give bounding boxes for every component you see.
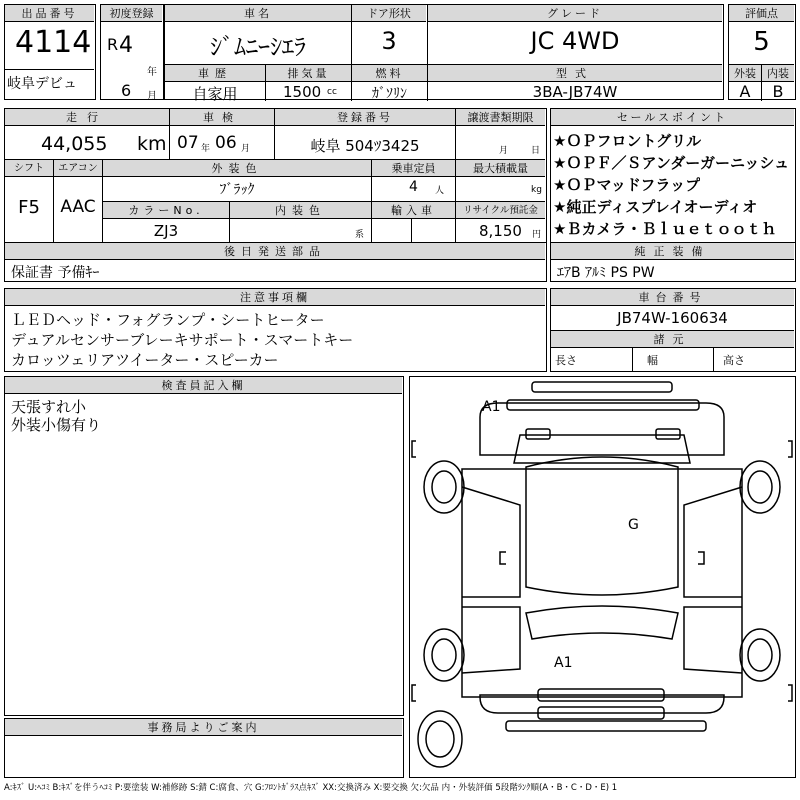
displacement-label: 排気量	[266, 65, 351, 82]
damage-mark-front: A1	[482, 399, 501, 415]
standard-equipment-box	[550, 242, 796, 282]
month-unit: 月	[147, 91, 157, 102]
standard-equipment-label: 純正装備	[551, 243, 794, 260]
inspector-label: 検査員記入欄	[5, 377, 402, 394]
sales-points-label: セールスポイント	[551, 109, 794, 126]
inspector-box	[4, 376, 404, 716]
note-line: デュアルセンサーブレーキサポート・スマートキー	[11, 331, 354, 349]
car-name-label: 車名	[165, 5, 351, 22]
capacity: 4	[409, 179, 418, 195]
car-diagram-box	[409, 376, 796, 778]
width-label: 幅	[647, 354, 658, 367]
grade-label: グレード	[428, 5, 722, 22]
fuel-label: 燃料	[352, 65, 427, 82]
insp-month: 06	[215, 133, 237, 153]
accessories-box	[4, 242, 547, 282]
length-label: 長さ	[555, 354, 577, 367]
office-box	[4, 718, 404, 778]
reg-year: 4	[119, 33, 133, 58]
chassis-label: 車台番号	[551, 289, 794, 306]
capacity-unit: 人	[435, 186, 445, 196]
inspection-label: 車検	[170, 109, 274, 126]
height-label: 高さ	[723, 354, 745, 367]
load-unit: kg	[531, 185, 542, 195]
chassis-box	[550, 288, 796, 372]
chassis-number: JB74W-160634	[617, 309, 728, 327]
reg-month: 6	[121, 81, 132, 100]
capacity-label: 乗車定員	[372, 160, 455, 177]
note-line: カロッツェリアツイーター・スピーカー	[11, 351, 279, 369]
sales-point-item: ★ＯＰフロントグリル	[553, 132, 702, 150]
load-label: 最大積載量	[456, 160, 545, 177]
displacement: 1500	[283, 83, 322, 101]
inspector-line: 外装小傷有り	[11, 416, 102, 434]
accessories: 保証書 予備ｷｰ	[11, 265, 100, 281]
recycle-unit: 円	[532, 230, 542, 240]
sales-point-item: ★Ｂカメラ・Ｂｌｕｅｔｏｏｔｈ	[553, 220, 777, 238]
car-name: ｼﾞﾑﾆｰｼｴﾗ	[210, 33, 306, 61]
model-label: 型式	[428, 65, 722, 82]
mileage-label: 走行	[5, 109, 169, 126]
note-line: ＬＥＤヘッド・フォグランプ・シートヒーター	[11, 311, 325, 329]
notes-box	[4, 288, 547, 372]
door-label: ドア形状	[352, 5, 426, 22]
model: 3BA-JB74W	[532, 83, 618, 101]
interior-color-label: 内装色	[230, 202, 371, 219]
sales-point-item: ★ＯＰＦ／Ｓアンダーガーニッシュ	[553, 154, 790, 172]
sales-point-item: ★ＯＰマッドフラップ	[553, 176, 701, 194]
mileage-unit: km	[137, 133, 167, 155]
transfer-month: 月	[499, 146, 509, 156]
shift-label: シフト	[5, 160, 53, 177]
sales-points-box	[550, 108, 796, 243]
legend-text: A:ｷｽﾞ U:ﾍｺﾐ B:ｷｽﾞを伴うﾍｺﾐ P:要塗装 W:補修跡 S:錆 C:腐食、穴 G:ﾌﾛﾝﾄｶﾞﾗｽ点ｷｽﾞ XX:交換済み X:要交換 欠:欠品 内・外装評価 5段階ﾗﾝｸ順(A・B・C・D・E) 1	[4, 783, 618, 793]
standard-equipment: ｴｱB ｱﾙﾐ PS PW	[557, 265, 655, 281]
doors: 3	[381, 27, 397, 55]
interior-color-unit: 系	[355, 230, 365, 240]
main-header-box	[164, 4, 724, 103]
color-no: ZJ3	[153, 222, 179, 240]
insp-year-unit: 年	[201, 144, 211, 154]
mileage: 44,055	[41, 133, 108, 155]
displacement-unit: cc	[327, 87, 337, 97]
interior-label: 内装	[762, 65, 794, 82]
import-label: 輸入車	[372, 202, 455, 219]
ac-label: エアコン	[54, 160, 102, 177]
insp-month-unit: 月	[241, 144, 251, 154]
era: R	[107, 35, 119, 54]
transfer-label: 譲渡書類期限	[456, 109, 545, 126]
dims-label: 諸元	[551, 331, 794, 348]
lot-number: 4114	[15, 25, 92, 60]
sales-point-item: ★純正ディスプレイオーディオ	[553, 198, 758, 216]
year-unit: 年	[147, 67, 157, 78]
inspector-line: 天張すれ小	[11, 398, 87, 416]
car-outline-diagram	[410, 377, 794, 776]
vehicle-info-box	[4, 108, 547, 243]
recycle: 8,150	[479, 222, 522, 240]
damage-mark-rear: A1	[554, 655, 573, 671]
color-no-label: カラーNo.	[103, 202, 229, 219]
score-box	[728, 4, 796, 100]
exterior-grade: A	[739, 82, 751, 101]
damage-mark-glass: G	[628, 517, 639, 533]
history: 自家用	[192, 85, 238, 103]
fuel: ｶﾞｿﾘﾝ	[372, 86, 407, 102]
interior-grade: B	[772, 82, 784, 101]
plate-label: 登録番号	[275, 109, 455, 126]
grade: JC 4WD	[530, 27, 620, 55]
office-label: 事務局よりご案内	[5, 719, 402, 736]
plate: 岐阜 504ﾂ3425	[310, 137, 420, 155]
accessories-label: 後日発送部品	[5, 243, 545, 260]
color: ﾌﾞﾗｯｸ	[219, 182, 255, 198]
notes-label: 注意事項欄	[5, 289, 545, 306]
debut-label: 岐阜デビュ	[7, 76, 77, 92]
lot-box	[4, 4, 96, 100]
history-label: 車歴	[165, 65, 265, 82]
transfer-day: 日	[531, 146, 541, 156]
first-reg-label: 初度登録	[101, 5, 162, 22]
lot-label: 出品番号	[5, 5, 94, 22]
color-label: 外装色	[103, 160, 371, 177]
score-label: 評価点	[729, 5, 794, 22]
recycle-label: リサイクル預託金	[456, 202, 545, 219]
exterior-label: 外装	[729, 65, 761, 82]
first-reg-box	[100, 4, 164, 100]
insp-year: 07	[177, 133, 199, 153]
shift: F5	[18, 197, 40, 218]
score: 5	[753, 27, 770, 57]
ac: AAC	[60, 197, 96, 217]
